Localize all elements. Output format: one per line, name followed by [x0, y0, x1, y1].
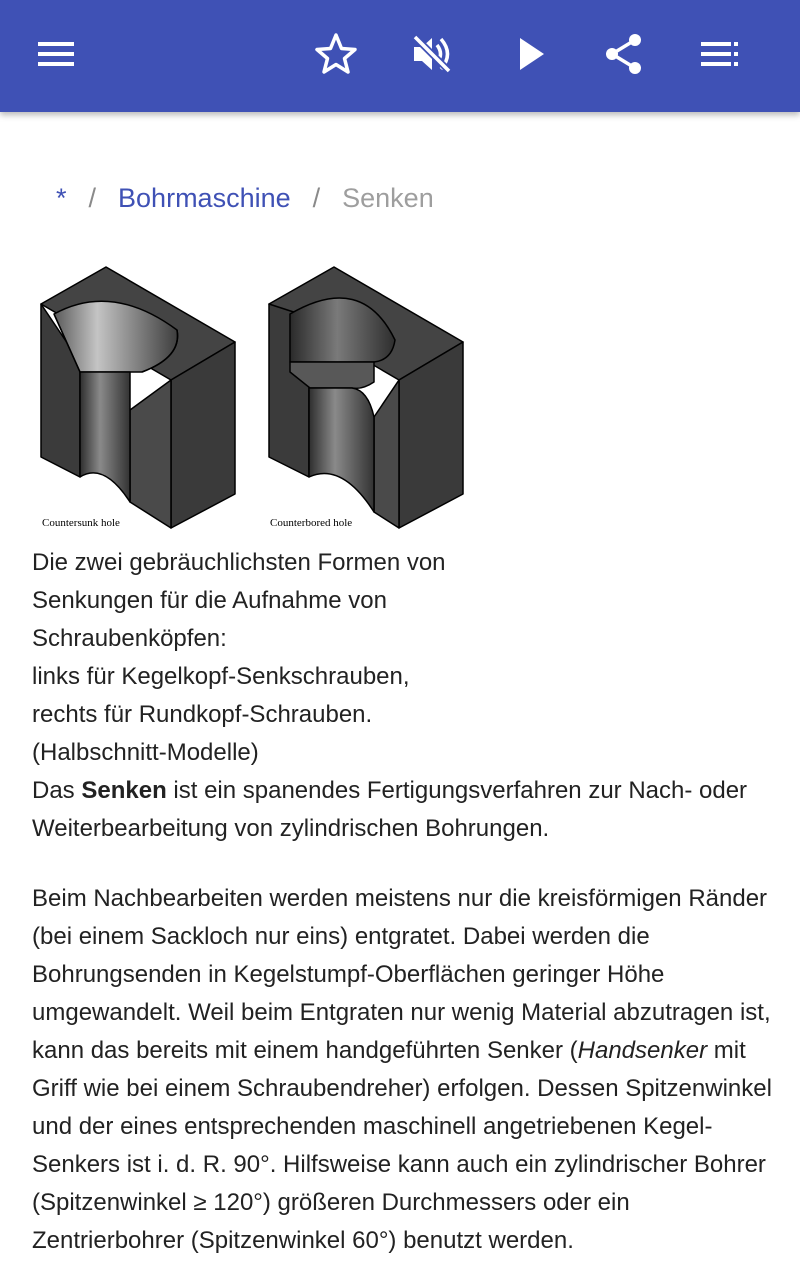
- paragraph-text: Beim Nachbearbeiten werden meistens nur die kreisförmigen Ränder (bei einem Sackloch nur eins) entgratet. Dabei werden die Bohrungsenden in Kegelstumpf-Oberflächen geringer Höhe umgewandelt. Weil beim Entgraten nur wenig Material abzutragen ist, kann das bereits mit einem handgeführten Senker (: [32, 885, 771, 1064]
- article-figure[interactable]: [32, 262, 472, 532]
- app-bar: [0, 0, 800, 112]
- breadcrumb-current: Senken: [342, 182, 434, 213]
- figure-caption-counterbored: Counterbored hole: [270, 517, 353, 529]
- counterbored-model: [269, 267, 463, 528]
- play-icon: [510, 34, 550, 79]
- breadcrumb-separator: /: [312, 182, 321, 213]
- paragraph-text: mit Griff wie bei einem Schraubendreher) erfolgen. Dessen Spitzenwinkel und der eines entsprechenden maschinell angetriebenen Kegel-Senkers ist i. d. R. 90°. Hilfsweise kann auch ein zylindrischer Bohrer (Spitzenwinkel ≥ 120°) größeren Durchmessers oder ein Zentrierbohrer (Spitzenwinkel 60°) benutzt werden.: [32, 1037, 772, 1254]
- list-icon: [698, 32, 742, 81]
- share-icon: [602, 32, 646, 81]
- menu-button[interactable]: [20, 20, 92, 92]
- breadcrumb-root-link[interactable]: *: [56, 182, 67, 213]
- article-paragraph: [32, 880, 772, 1260]
- paragraph-italic-term: Handsenker: [577, 1037, 708, 1064]
- caption-line: links für Kegelkopf-Senkschrauben,: [32, 663, 410, 690]
- caption-line: Senkungen für die Aufnahme von: [32, 587, 387, 614]
- paragraph-text: ist ein spanendes Fertigungsverfahren zur Nach- oder Weiterbearbeitung von zylindrischen Bohrungen.: [32, 777, 748, 842]
- paragraph-text: Das: [32, 777, 82, 804]
- breadcrumb: [56, 178, 434, 218]
- volume-off-icon: [410, 32, 454, 81]
- favorite-button[interactable]: [300, 20, 372, 92]
- play-button[interactable]: [494, 20, 566, 92]
- menu-icon: [36, 34, 76, 79]
- caption-line: (Halbschnitt-Modelle): [32, 739, 259, 766]
- mute-button[interactable]: [396, 20, 468, 92]
- caption-line: rechts für Rundkopf-Schrauben.: [32, 701, 373, 728]
- contents-button[interactable]: [684, 20, 756, 92]
- breadcrumb-parent-link[interactable]: Bohrmaschine: [118, 182, 291, 213]
- article-paragraph: [32, 772, 772, 848]
- figure-caption: [32, 544, 492, 772]
- caption-line: Die zwei gebräuchlichsten Formen von: [32, 549, 446, 576]
- share-button[interactable]: [588, 20, 660, 92]
- star-outline-icon: [314, 32, 358, 81]
- countersunk-model: [41, 267, 235, 528]
- paragraph-bold-term: Senken: [81, 777, 167, 804]
- figure-caption-countersunk: Countersunk hole: [42, 517, 120, 529]
- breadcrumb-separator: /: [88, 182, 97, 213]
- caption-line: Schraubenköpfen:: [32, 625, 227, 652]
